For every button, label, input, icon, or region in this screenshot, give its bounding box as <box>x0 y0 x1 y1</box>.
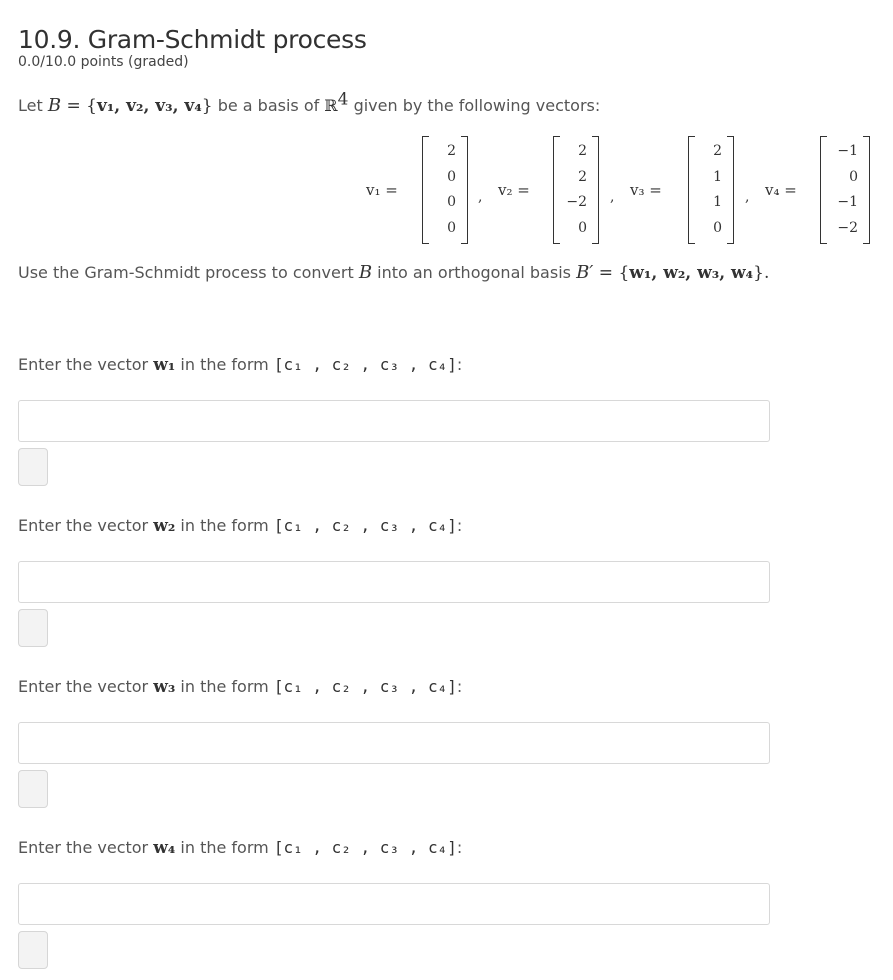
question-form: [c₁ , c₂ , c₃ , c₄] <box>273 516 457 535</box>
orthogonal-basis-symbol: B′ <box>576 262 594 283</box>
instruction-equals-open: = { <box>593 263 630 283</box>
question-vector: w₂ <box>153 516 176 536</box>
question-vector: w₁ <box>153 355 176 375</box>
status-indicator-w3 <box>18 770 48 808</box>
question-form: [c₁ , c₂ , c₃ , c₄] <box>273 838 457 857</box>
status-indicator-w1 <box>18 448 48 486</box>
question-vector: w₃ <box>153 677 176 697</box>
question-suffix: : <box>456 516 463 535</box>
vector-label-v4: v₄ = <box>765 181 797 199</box>
intro-close: } <box>201 96 213 116</box>
status-indicator-w4 <box>18 931 48 969</box>
score-text: 0.0/10.0 points (graded) <box>18 54 189 70</box>
matrix-entry: 0 <box>849 168 858 185</box>
question-suffix: : <box>456 838 463 857</box>
matrix-entry: 0 <box>447 168 456 185</box>
question-label-w4 <box>18 838 462 858</box>
answer-input-w1[interactable] <box>18 400 770 442</box>
question-mid: in the form <box>180 516 269 535</box>
matrix-entry: 0 <box>578 219 587 236</box>
question-suffix: : <box>456 355 463 374</box>
status-indicator-w2 <box>18 609 48 647</box>
question-prefix: Enter the vector <box>18 516 149 535</box>
question-prefix: Enter the vector <box>18 677 149 696</box>
intro-let: Let <box>18 96 43 115</box>
instruction-lead: Use the Gram-Schmidt process to convert <box>18 263 354 282</box>
space-dimension: 4 <box>337 89 349 110</box>
instruction-text <box>18 262 769 283</box>
question-form: [c₁ , c₂ , c₃ , c₄] <box>273 677 457 696</box>
intro-be-basis-of: be a basis of <box>217 96 320 115</box>
vector-comma: , <box>745 189 750 205</box>
vector-label-v3: v₃ = <box>630 181 662 199</box>
problem-intro <box>18 89 601 116</box>
vector-comma: , <box>478 189 483 205</box>
matrix-entry: 0 <box>713 219 722 236</box>
basis-symbol: B <box>47 95 62 116</box>
matrix-entry: 2 <box>578 143 587 159</box>
vector-comma: , <box>610 189 615 205</box>
question-prefix: Enter the vector <box>18 838 149 857</box>
question-mid: in the form <box>180 838 269 857</box>
question-mid: in the form <box>180 355 269 374</box>
answer-input-w3[interactable] <box>18 722 770 764</box>
vector-matrix-v1 <box>422 136 468 244</box>
space-symbol: ℝ <box>324 96 338 115</box>
matrix-entry: −2 <box>837 219 858 236</box>
vector-label-v1: v₁ = <box>366 181 398 199</box>
question-label-w2 <box>18 516 462 536</box>
question-suffix: : <box>456 677 463 696</box>
intro-vectors: v₁, v₂, v₃, v₄ <box>96 96 202 116</box>
question-label-w1 <box>18 355 462 375</box>
matrix-entry: 2 <box>447 143 456 159</box>
question-prefix: Enter the vector <box>18 355 149 374</box>
vector-matrix-v2 <box>553 136 599 244</box>
matrix-entry: −1 <box>837 194 858 210</box>
question-mid: in the form <box>180 677 269 696</box>
basis-symbol: B <box>358 262 373 283</box>
vector-matrix-v3 <box>688 136 734 244</box>
vector-label-v2: v₂ = <box>498 181 530 199</box>
answer-input-w4[interactable] <box>18 883 770 925</box>
matrix-entry: 0 <box>447 219 456 236</box>
matrix-entry: 2 <box>578 168 587 185</box>
matrix-entry: 0 <box>447 194 456 210</box>
matrix-entry: 2 <box>713 143 722 159</box>
answer-input-w2[interactable] <box>18 561 770 603</box>
instruction-into: into an orthogonal basis <box>377 263 571 282</box>
question-form: [c₁ , c₂ , c₃ , c₄] <box>273 355 457 374</box>
instruction-vectors: w₁, w₂, w₃, w₄ <box>629 263 754 283</box>
vector-matrix-v4 <box>820 136 870 244</box>
question-label-w3 <box>18 677 462 697</box>
intro-equals-open: = { <box>61 96 97 116</box>
intro-given-by: given by the following vectors: <box>353 96 601 115</box>
instruction-close: }. <box>753 263 770 283</box>
matrix-entry: 1 <box>713 194 722 210</box>
problem-title: 10.9. Gram-Schmidt process <box>18 24 367 54</box>
question-vector: w₄ <box>153 838 176 858</box>
matrix-entry: −1 <box>837 143 858 159</box>
matrix-entry: −2 <box>566 194 587 210</box>
matrix-entry: 1 <box>713 168 722 185</box>
